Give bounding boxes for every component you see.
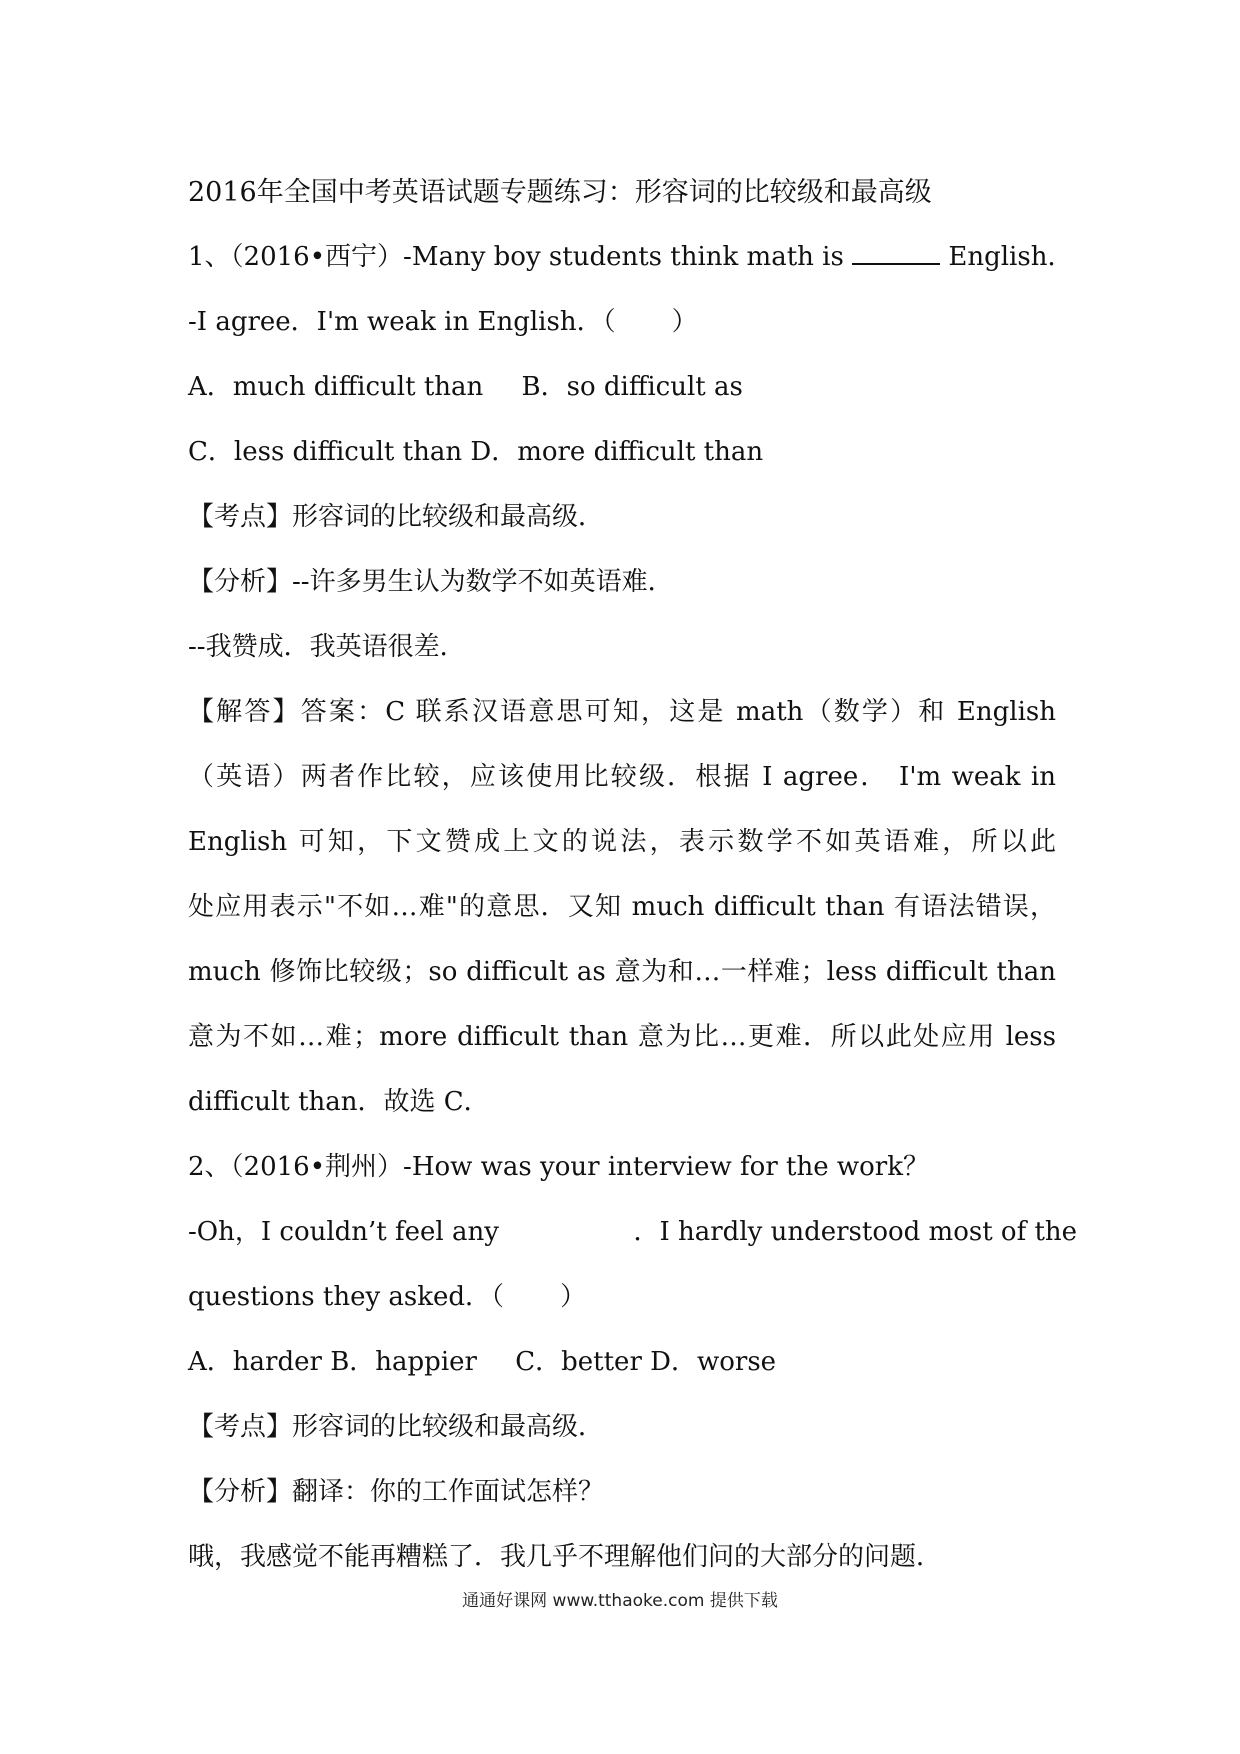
q2-option-c: C．better <box>515 1347 642 1377</box>
q1-jieda-3: English 可知，下文赞成上文的说法，表示数学不如英语难，所以此 <box>188 827 1056 857</box>
q1-reply-text: -I agree．I'm weak in English．（ <box>188 307 616 337</box>
q1-jieda-6: 意为不如…难；more difficult than 意为比…更难．所以此处应用 less <box>188 1022 1056 1052</box>
q2-options <box>188 1330 1056 1395</box>
q2-reply-2-text: questions they asked．（ <box>188 1282 505 1312</box>
q1-options-ab <box>188 355 1056 420</box>
document-body <box>188 160 1078 1590</box>
q2-option-d: D．worse <box>650 1347 777 1377</box>
q1-reply <box>188 290 1056 355</box>
document-title: 2016年全国中考英语试题专题练习：形容词的比较级和最高级 <box>188 177 932 208</box>
q2-option-a: A．harder <box>188 1347 322 1377</box>
q1-reply-close: ） <box>671 307 698 337</box>
q1-jieda-2: （英语）两者作比较，应该使用比较级．根据 I agree． I'm weak in <box>188 762 1056 792</box>
q1-answer-blank <box>852 243 940 265</box>
q1-jieda-1: 【解答】答案：C 联系汉语意思可知，这是 math（数学）和 English <box>188 697 1056 727</box>
q1-jieda-5: much 修饰比较级；so difficult as 意为和…一样难；less difficult than <box>188 957 1056 987</box>
q2-reply <box>188 1200 1078 1265</box>
q1-kaodian: 【考点】形容词的比较级和最高级． <box>188 502 605 532</box>
q1-stem <box>188 225 1074 290</box>
q2-reply-suffix: ．I hardly understood most of the <box>633 1217 1078 1247</box>
q1-fenxi-2: --我赞成．我英语很差． <box>188 632 466 662</box>
q1-stem-suffix: English． <box>948 242 1074 272</box>
q1-option-b: B．so difficult as <box>521 372 743 402</box>
q1-jieda-4: 处应用表示"不如…难"的意思．又知 much difficult than 有语法错误， <box>188 892 1056 922</box>
q2-fenxi-2: 哦，我感觉不能再糟糕了．我几乎不理解他们问的大部分的问题． <box>188 1542 943 1572</box>
page-footer: 通通好课网 www.tthaoke.com 提供下载 <box>462 1591 778 1611</box>
q1-options-cd <box>188 420 1056 485</box>
q1-jieda-7: difficult than．故选 C． <box>188 1087 490 1117</box>
q2-reply-2 <box>188 1265 1056 1330</box>
q2-kaodian: 【考点】形容词的比较级和最高级． <box>188 1412 605 1442</box>
q2-stem: 2、（2016•荆州）-How was your interview for the work？ <box>188 1152 929 1182</box>
q1-option-d: D．more difficult than <box>470 437 764 467</box>
q2-option-b: B．happier <box>330 1347 477 1377</box>
q1-option-c: C．less difficult than <box>188 437 463 467</box>
q1-stem-prefix: 1、（2016•西宁）-Many boy students think math is <box>188 242 844 272</box>
q1-option-a: A．much difficult than <box>188 372 484 402</box>
q2-reply-prefix: -Oh，I couldn’t feel any <box>188 1217 499 1247</box>
q2-reply-2-close: ） <box>560 1282 587 1312</box>
q1-fenxi-1: 【分析】--许多男生认为数学不如英语难． <box>188 567 674 597</box>
q2-fenxi-1: 【分析】翻译：你的工作面试怎样？ <box>188 1477 605 1507</box>
